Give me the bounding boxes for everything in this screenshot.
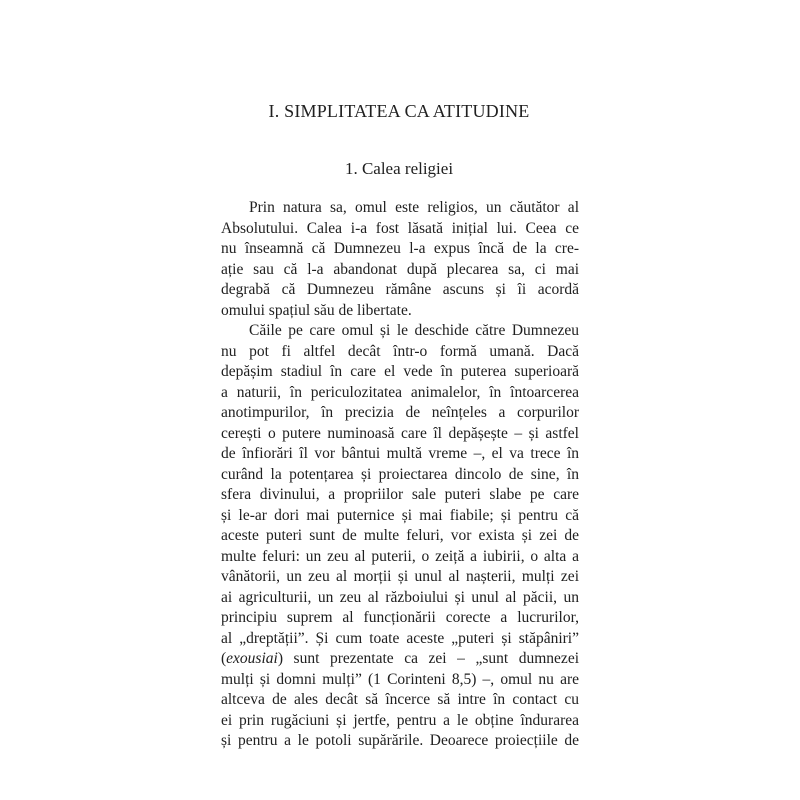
text-line: și le-ar dori mai puternice și mai fiabile; și pentru că (221, 506, 579, 524)
text-line: (exousiai) sunt prezentate ca zei – „sunt dumnezei (221, 650, 579, 667)
text-line: principiu suprem al funcționării corecte a lucrurilor, (221, 609, 579, 626)
text-line: ei prin rugăciuni și jertfe, pentru a le obține îndurarea (221, 711, 579, 729)
text-line: nu înseamnă că Dumnezeu l-a expus încă de la cre- (221, 240, 579, 257)
text-line: Absolutului. Calea i-a fost lăsată inițial lui. Ceea ce (221, 219, 579, 237)
text-line: curând la potențarea și proiectarea dincolo de sine, în (221, 465, 579, 483)
text-line: al „dreptății”. Și cum toate aceste „puteri și stăpâniri” (221, 629, 579, 647)
text-line: degrabă că Dumnezeu rămâne ascuns și îi acordă (221, 281, 579, 298)
text-line: mulți și domni mulți” (1 Corinteni 8,5) –, omul nu are (221, 670, 579, 688)
chapter-title: I. SIMPLITATEA CA ATITUDINE (268, 101, 530, 121)
body-text (221, 198, 579, 752)
text-line: depășim stadiul în care el vede în puterea superioară (221, 363, 579, 380)
text-line: altceva de ales decât să încerce să intre în contact cu (221, 691, 579, 708)
italic-text: exousiai (226, 650, 278, 667)
section-title: 1. Calea religiei (344, 159, 454, 178)
text-line: vânătorii, un zeu al morții și unul al nașterii, mulți zei (221, 568, 579, 585)
text-line: Căile pe care omul și le deschide către Dumnezeu (249, 322, 579, 339)
text-line: anotimpurilor, în precizia de neînțeles a corpurilor (221, 404, 579, 421)
text-line: multe feluri: un zeu al puterii, o zeiță a iubirii, o alta a (221, 547, 579, 565)
text-line: ație sau că l-a abandonat după plecarea sa, ci mai (221, 260, 579, 278)
text-line: cerești o putere numinoasă care îl depășește – și astfel (221, 424, 579, 442)
text-line: Prin natura sa, omul este religios, un căutător al (249, 199, 579, 216)
paragraph (221, 321, 579, 752)
text-line: și pentru a le potoli supărările. Deoarece proiecțiile de (221, 732, 579, 749)
text-line: sfera divinului, a propriilor sale puteri slabe pe care (221, 486, 579, 503)
text-line: a naturii, în periculozitatea animalelor, în întoarcerea (221, 383, 579, 401)
text-line: ai agriculturii, un zeu al războiului și unul al păcii, un (221, 588, 579, 606)
paragraph (221, 198, 579, 321)
text-line: nu pot fi altfel decât într-o formă umană. Dacă (221, 342, 579, 360)
text-line: aceste puteri sunt de multe feluri, vor exista și zei de (221, 527, 579, 544)
text-line: de înfiorări îl vor bântui multă vreme –, el va trece în (221, 445, 579, 462)
text-line: omului spațiul său de libertate. (221, 301, 412, 319)
